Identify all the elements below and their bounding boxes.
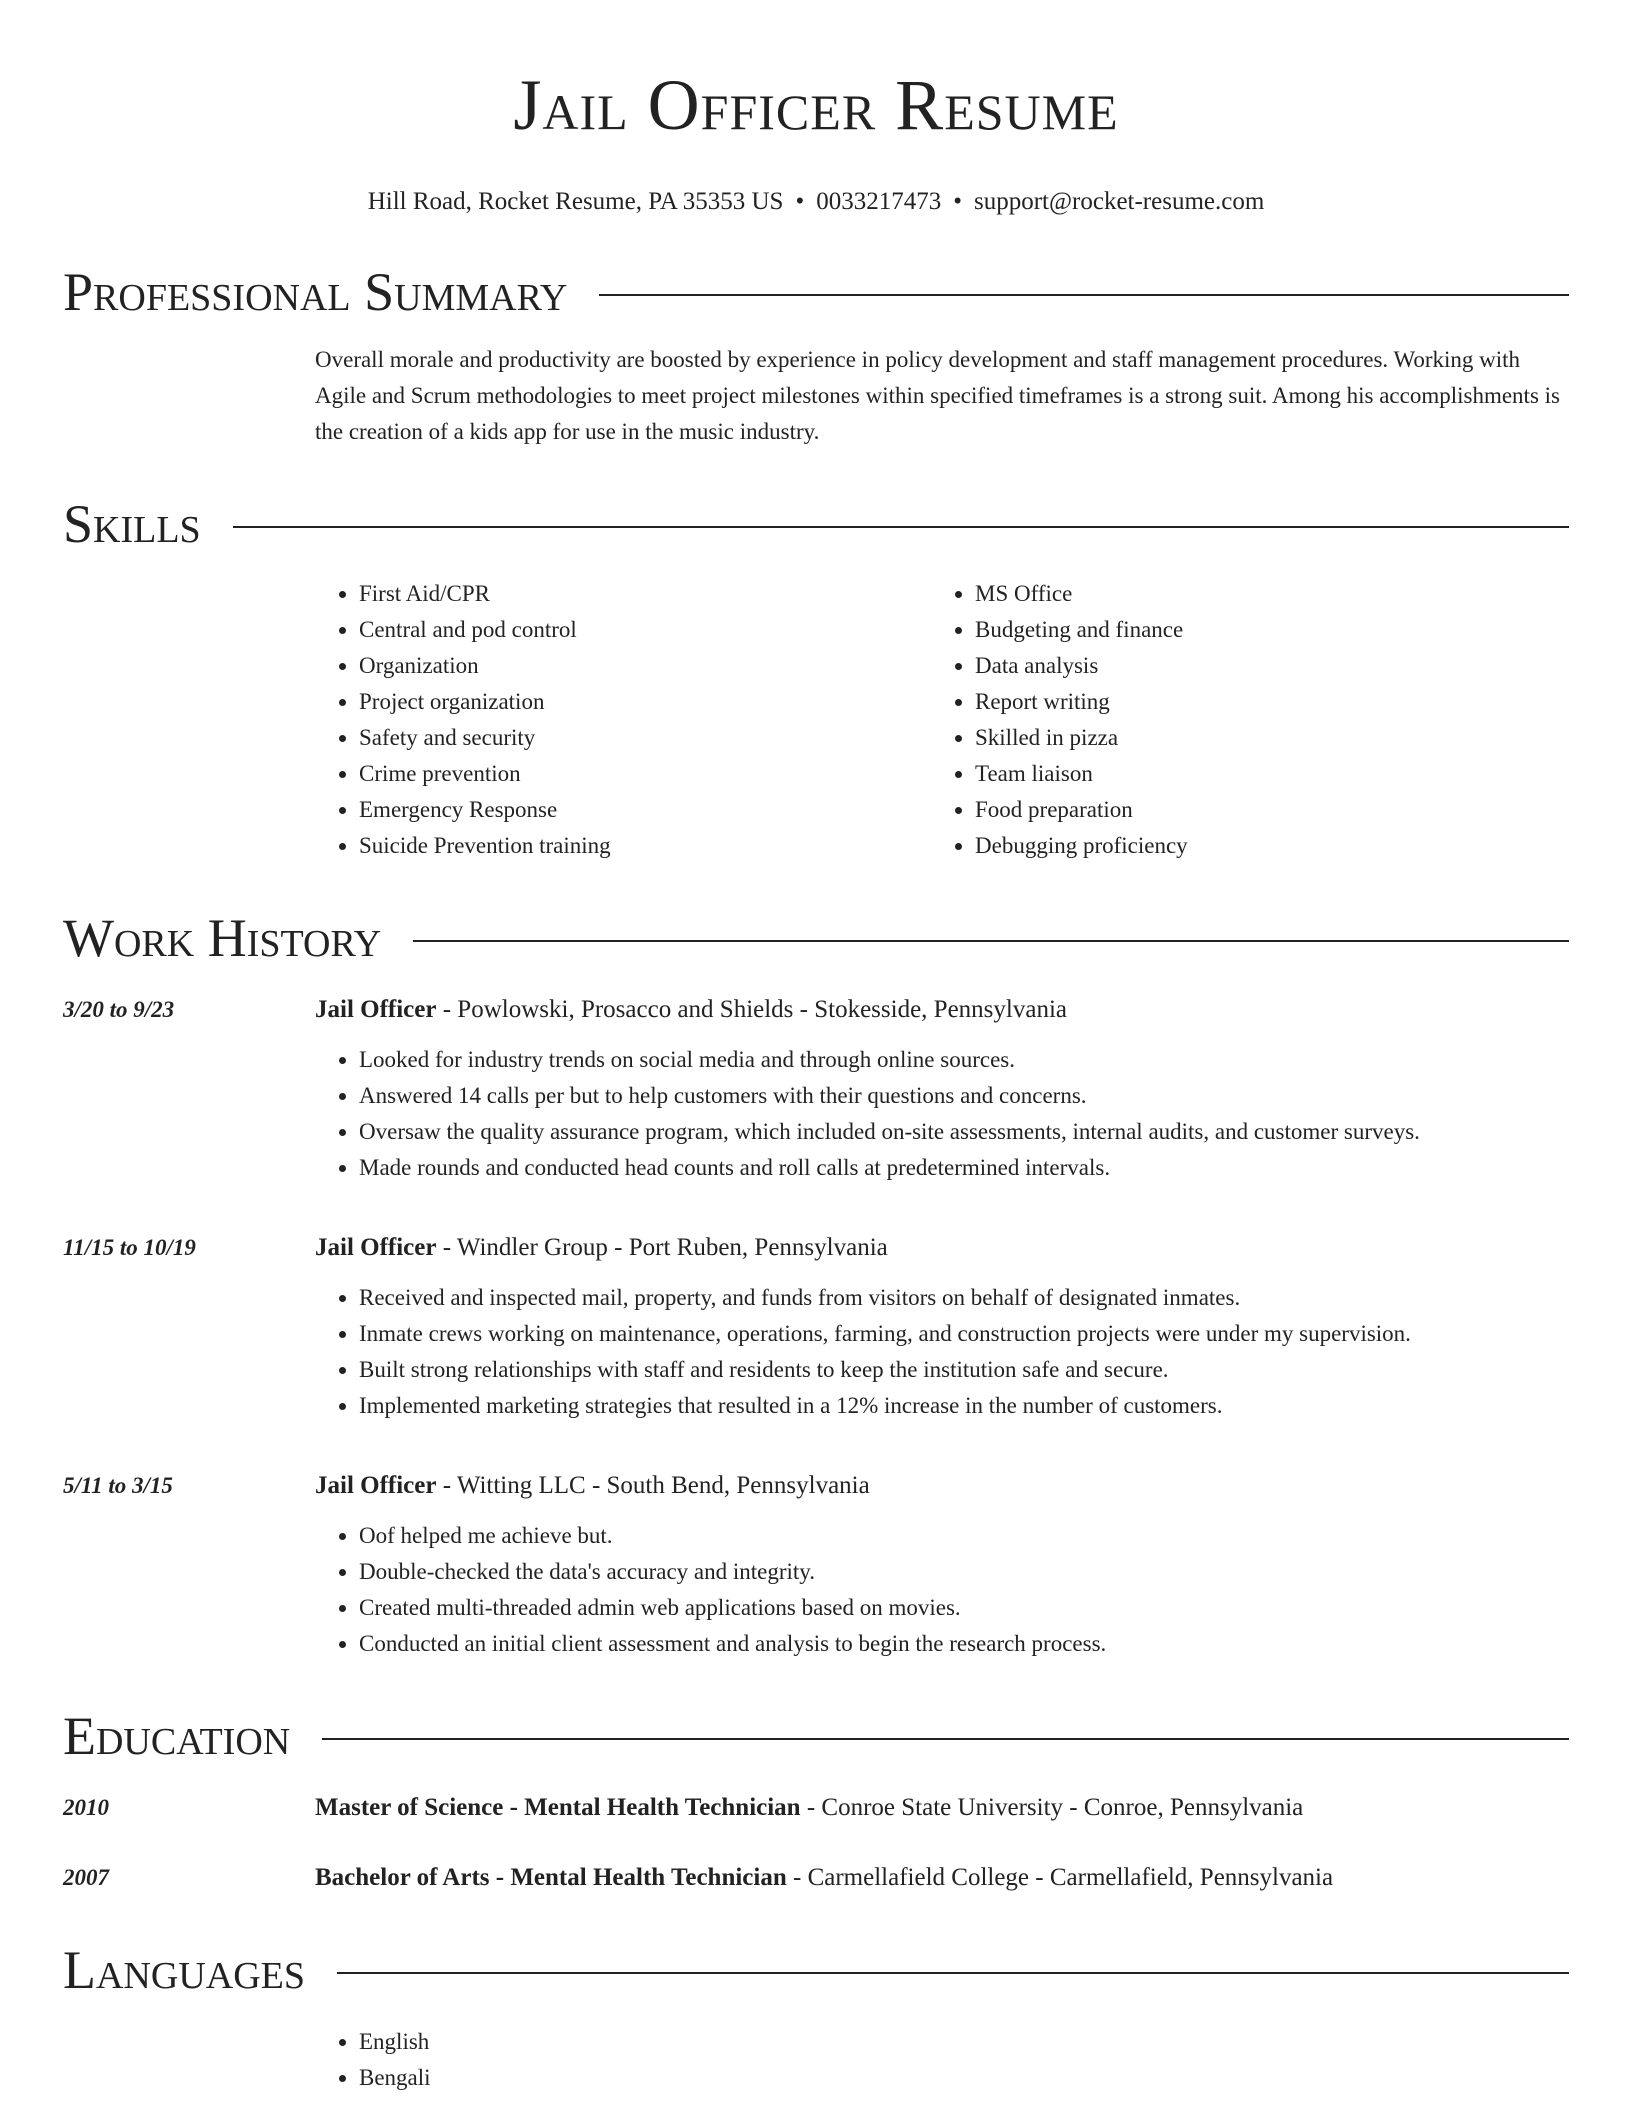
education-entry [63, 1790, 1569, 1826]
job-bullet: • Built strong relationships with staff and residents to keep the institution safe and secure. [359, 1352, 1569, 1388]
education-details: - Conroe State University - Conroe, Pennsylvania [800, 1794, 1304, 1821]
job-body [315, 1230, 1569, 1424]
languages-section [63, 1938, 1569, 2096]
education-details: - Carmellafield College - Carmellafield, Pennsylvania [786, 1864, 1334, 1891]
contact-line [63, 186, 1569, 218]
education-text [315, 1860, 1333, 1896]
job-role: Jail Officer [315, 1234, 437, 1261]
contact-phone: 0033217473 [816, 188, 942, 215]
job-role: Jail Officer [315, 1472, 437, 1499]
section-divider [413, 940, 1569, 942]
skills-list [315, 576, 931, 864]
job-details: - Windler Group - Port Ruben, Pennsylvania [436, 1234, 888, 1261]
education-degree: Bachelor of Arts - Mental Health Technician [315, 1864, 787, 1891]
education-entry [63, 1860, 1569, 1896]
job-title-line [315, 1468, 1569, 1504]
job-bullet: • Implemented marketing strategies that resulted in a 12% increase in the number of customers. [359, 1388, 1569, 1424]
job-date: 5/11 to 3/15 [63, 1473, 173, 1498]
contact-email: support@rocket-resume.com [974, 188, 1265, 215]
summary-text: Overall morale and productivity are boosted by experience in policy development and staff management procedures. Working with Agile and Scrum methodologies to meet project milestones within specified timeframes is a strong suit. Among his accomplishments is the creation of a kids app for use in the music industry. [315, 347, 1560, 444]
languages-list [315, 2024, 1569, 2096]
job-title-line [315, 1230, 1569, 1266]
section-header [63, 906, 1569, 970]
section-header [63, 260, 1569, 324]
skill-item: • Emergency Response [359, 792, 931, 828]
education-date: 2007 [63, 1865, 109, 1890]
job-bullet: • Conducted an initial client assessment and analysis to begin the research process. [359, 1626, 1569, 1662]
job-bullet: • Double-checked the data's accuracy and integrity. [359, 1554, 1569, 1590]
education-degree: Master of Science - Mental Health Technician [315, 1794, 801, 1821]
skills-column-right [931, 576, 1547, 864]
section-divider [322, 1738, 1569, 1740]
section-title: Work History [63, 908, 382, 968]
skill-item: • Suicide Prevention training [359, 828, 931, 864]
job-entry [63, 1468, 1569, 1662]
section-divider [337, 1972, 1569, 1974]
skill-item: • MS Office [975, 576, 1547, 612]
job-body [315, 992, 1569, 1186]
skill-item: • Project organization [359, 684, 931, 720]
section-title: Education [63, 1706, 291, 1766]
skill-item: • First Aid/CPR [359, 576, 931, 612]
job-entry [63, 992, 1569, 1186]
job-date: 3/20 to 9/23 [63, 997, 175, 1022]
job-date: 11/15 to 10/19 [63, 1235, 196, 1260]
languages-list-wrapper [315, 2024, 1569, 2096]
education-section [63, 1704, 1569, 1896]
job-bullet: • Answered 14 calls per but to help customers with their questions and concerns. [359, 1078, 1569, 1114]
job-bullet: • Received and inspected mail, property, and funds from visitors on behalf of designated inmates. [359, 1280, 1569, 1316]
education-text [315, 1790, 1303, 1826]
skills-section [63, 492, 1569, 864]
resume-title: Jail Officer Resume [513, 65, 1119, 145]
summary-section [63, 260, 1569, 450]
education-date: 2010 [63, 1795, 109, 1820]
job-bullet: • Created multi-threaded admin web applications based on movies. [359, 1590, 1569, 1626]
job-bullets [315, 1280, 1569, 1424]
section-title: Skills [63, 494, 201, 554]
section-title: Professional Summary [63, 262, 568, 322]
skills-list [931, 576, 1547, 864]
job-entry [63, 1230, 1569, 1424]
section-divider [599, 294, 1569, 296]
job-bullets [315, 1518, 1569, 1662]
job-details: - Powlowski, Prosacco and Shields - Stokesside, Pennsylvania [436, 996, 1067, 1023]
job-details: - Witting LLC - South Bend, Pennsylvania [436, 1472, 870, 1499]
job-bullet: • Looked for industry trends on social media and through online sources. [359, 1042, 1569, 1078]
section-header [63, 1938, 1569, 2002]
job-bullet: • Inmate crews working on maintenance, operations, farming, and construction projects were under my supervision. [359, 1316, 1569, 1352]
skills-column-left [315, 576, 931, 864]
skill-item: • Team liaison [975, 756, 1547, 792]
skill-item: • Food preparation [975, 792, 1547, 828]
skill-item: • Organization [359, 648, 931, 684]
section-header [63, 1704, 1569, 1768]
job-title-line [315, 992, 1569, 1028]
skill-item: • Budgeting and finance [975, 612, 1547, 648]
section-title: Languages [63, 1940, 305, 2000]
job-role: Jail Officer [315, 996, 437, 1023]
job-body [315, 1468, 1569, 1662]
skill-item: • Data analysis [975, 648, 1547, 684]
skill-item: • Central and pod control [359, 612, 931, 648]
language-item: • English [359, 2024, 1569, 2060]
skill-item: • Report writing [975, 684, 1547, 720]
skill-item: • Crime prevention [359, 756, 931, 792]
contact-address: Hill Road, Rocket Resume, PA 35353 US [367, 188, 784, 215]
job-bullet: • Made rounds and conducted head counts and roll calls at predetermined intervals. [359, 1150, 1569, 1186]
section-header [63, 492, 1569, 556]
skill-item: • Safety and security [359, 720, 931, 756]
contact-separator: • [953, 188, 962, 215]
job-bullet: • Oversaw the quality assurance program, which included on-site assessments, internal audits, and customer surveys. [359, 1114, 1569, 1150]
skill-item: • Skilled in pizza [975, 720, 1547, 756]
work-history-section [63, 906, 1569, 1662]
section-divider [233, 526, 1569, 528]
skill-item: • Debugging proficiency [975, 828, 1547, 864]
contact-separator: • [795, 188, 805, 215]
skills-grid [315, 576, 1569, 864]
language-item: • Bengali [359, 2060, 1569, 2096]
job-bullets [315, 1042, 1569, 1186]
job-bullet: • Oof helped me achieve but. [359, 1518, 1569, 1554]
